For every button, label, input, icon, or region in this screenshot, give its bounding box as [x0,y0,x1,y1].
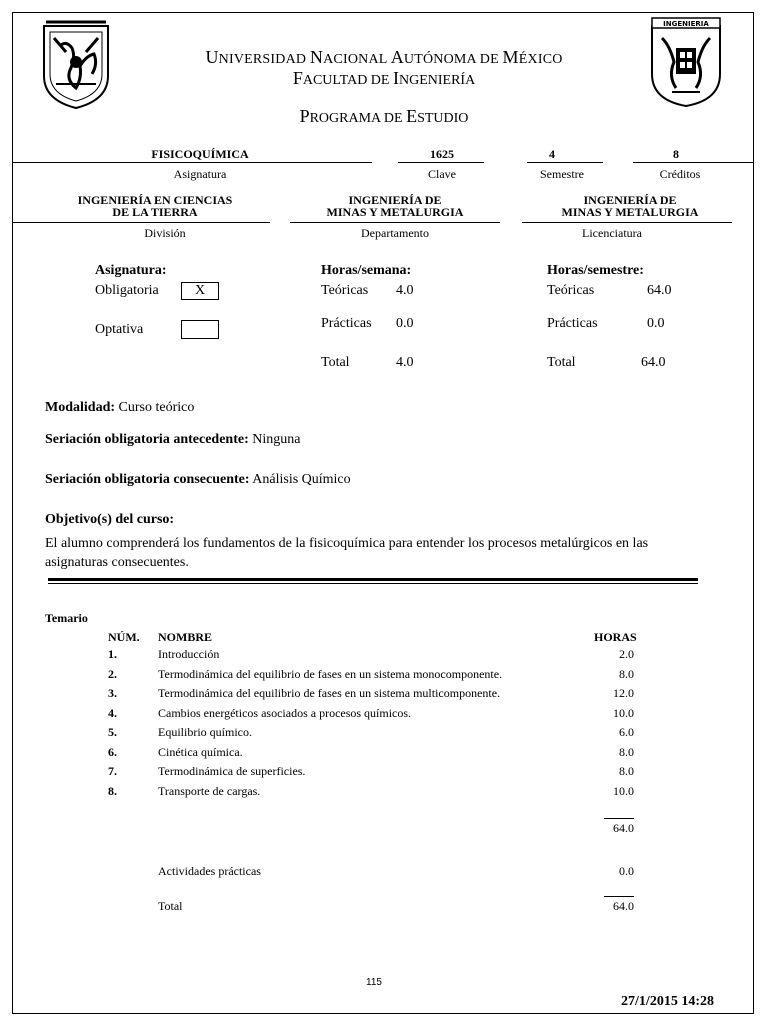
asignatura-heading: Asignatura: [95,263,167,278]
semestre-total-label: Total [547,355,576,370]
subject-name-label: Asignatura [173,167,227,181]
modalidad-line: Modalidad: Curso teórico [45,400,195,415]
objetivo-heading: Objetivo(s) del curso: [45,512,175,527]
row-name: Cambios energéticos asociados a procesos químicos. [158,705,412,720]
table-row [0,764,768,782]
col-hours-header: HORAS [594,630,637,644]
subtotal-value: 64.0 [613,821,634,835]
subject-name: FISICOQUÍMICA [151,147,249,161]
division-line [12,222,270,223]
row-num: 7. [108,764,117,778]
obligatoria-checkbox[interactable]: X [181,282,219,300]
row-num: 1. [108,647,117,661]
subject-code: 1625 [430,147,454,161]
semestre-practicas-label: Prácticas [547,316,598,331]
optativa-checkbox[interactable] [181,320,219,339]
degree-line [522,222,732,223]
timestamp: 27/1/2015 14:28 [621,994,714,1009]
subject-code-label: Clave [428,167,456,181]
table-row [0,647,768,665]
row-hours: 12.0 [613,686,634,700]
semana-teoricas-label: Teóricas [321,283,369,298]
semester-line [527,162,603,163]
degree-value: INGENIERÍA DE MINAS Y METALURGIA [561,193,699,219]
degree-label: Licenciatura [582,226,642,240]
table-row [0,745,768,763]
row-num: 3. [108,686,117,700]
row-hours: 10.0 [613,705,634,720]
row-name: Termodinámica del equilibrio de fases en un sistema multicomponente. [158,686,501,700]
semana-practicas-label: Prácticas [321,316,372,331]
row-num: 2. [108,666,117,681]
obligatoria-label: Obligatoria [95,283,159,298]
col-num-header: NÚM. [108,630,140,644]
table-row [0,706,768,724]
svg-text:INGENIERIA: INGENIERIA [663,20,709,28]
horas-semana-heading: Horas/semana: [321,263,412,278]
semestre-teoricas-value: 64.0 [647,283,672,298]
credits-label: Créditos [659,167,701,181]
horas-semestre-heading: Horas/semestre: [547,263,644,278]
faculty-title: FACULTAD DE INGENIERÍA [292,68,476,88]
section-divider [48,578,698,581]
table-row [0,784,768,802]
division-label: División [144,226,186,240]
university-title: UNIVERSIDAD NACIONAL AUTÓNOMA DE MÉXICO [205,47,563,67]
practicas-value: 0.0 [619,864,634,878]
division-value: INGENIERÍA EN CIENCIAS DE LA TIERRA [77,193,233,219]
total-value: 64.0 [613,899,634,913]
department-line [290,222,500,223]
semestre-total-value: 64.0 [641,355,666,370]
credits-value: 8 [673,147,679,161]
semana-total-label: Total [321,355,350,370]
subject-code-line [398,162,484,163]
section-divider-thin [48,583,698,584]
row-name: Introducción [158,647,220,661]
consecuente-line: Seriación obligatoria consecuente: Análisis Químico [45,472,351,487]
program-title: PROGRAMA DE ESTUDIO [299,106,469,126]
temario-title: Temario [45,611,88,625]
temario-header-row [0,630,768,648]
row-name: Transporte de cargas. [158,783,261,798]
semana-total-value: 4.0 [396,355,414,370]
page-number: 115 [366,977,382,988]
credits-line [633,162,754,163]
row-hours: 2.0 [619,647,634,661]
semester-value: 4 [549,147,555,161]
semester-label: Semestre [540,167,584,181]
department-value: INGENIERÍA DE MINAS Y METALURGIA [326,193,464,219]
row-hours: 8.0 [619,666,634,681]
subtotal-line [604,818,634,819]
antecedente-line: Seriación obligatoria antecedente: Ninguna [45,432,301,447]
row-num: 5. [108,725,117,739]
row-hours: 6.0 [619,725,634,739]
semana-practicas-value: 0.0 [396,316,414,331]
row-name: Cinética química. [158,744,243,759]
col-name-header: NOMBRE [158,630,212,644]
row-num: 6. [108,744,117,759]
optativa-label: Optativa [95,322,144,337]
row-num: 8. [108,783,117,798]
row-hours: 8.0 [619,764,634,778]
total-label: Total [158,899,183,913]
subject-name-line [12,162,372,163]
semestre-teoricas-label: Teóricas [547,283,595,298]
row-hours: 8.0 [619,744,634,759]
row-name: Termodinámica de superficies. [158,764,306,778]
total-line [604,896,634,897]
row-name: Termodinámica del equilibrio de fases en un sistema monocomponente. [158,666,503,681]
row-name: Equilibrio químico. [158,725,252,739]
table-row [0,667,768,685]
objetivo-text: El alumno comprenderá los fundamentos de la fisicoquímica para entender los procesos metalúrgicos en las asignaturas consecuentes. [45,536,649,570]
table-row [0,725,768,743]
practicas-label: Actividades prácticas [158,864,261,878]
row-num: 4. [108,705,117,720]
semana-teoricas-value: 4.0 [396,283,414,298]
semestre-practicas-value: 0.0 [647,316,665,331]
table-row [0,686,768,704]
department-label: Departamento [361,226,429,240]
row-hours: 10.0 [613,783,634,798]
